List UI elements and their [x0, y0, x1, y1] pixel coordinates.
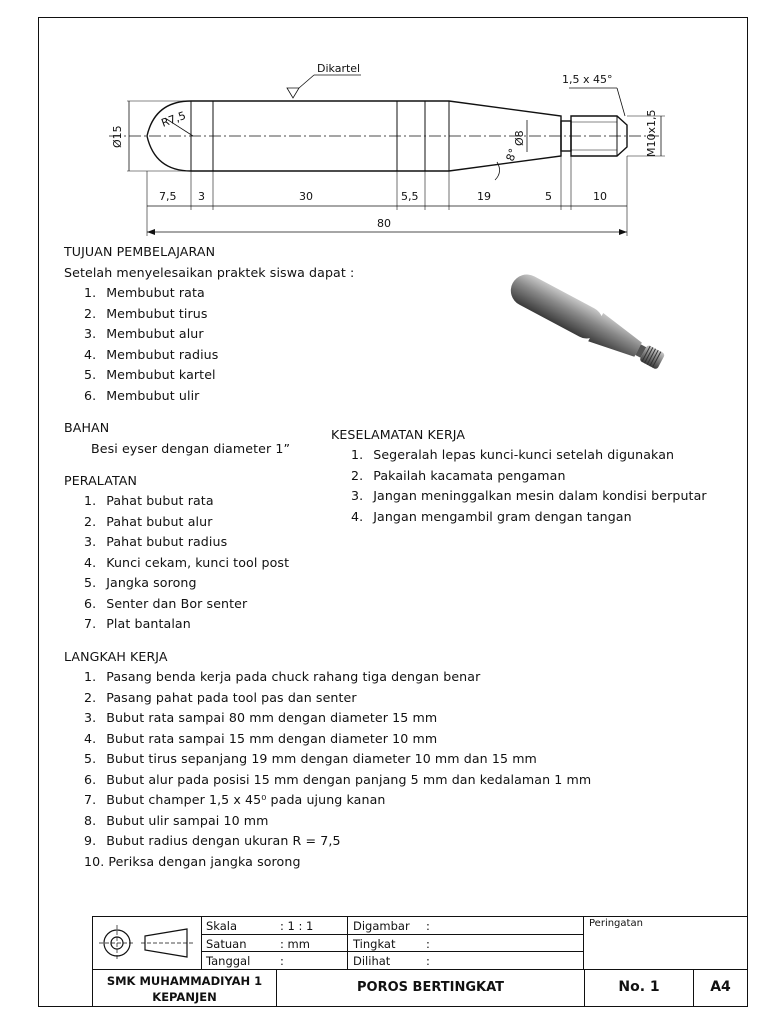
objectives-section: [64, 241, 354, 406]
list-item: 7. Plat bantalan: [84, 616, 191, 631]
list-item: 1. Pasang benda kerja pada chuck rahang tiga dengan benar: [84, 669, 481, 684]
dia-right-label: M10x1,5: [645, 109, 658, 157]
date-value: :: [280, 954, 284, 968]
drawing-number: No. 1: [618, 979, 660, 995]
list-item: 6. Bubut alur pada posisi 15 mm dengan panjang 5 mm dan kedalaman 1 mm: [84, 771, 592, 787]
date-label: Tanggal: [206, 954, 251, 968]
objectives-title: TUJUAN PEMBELAJARAN: [64, 244, 216, 259]
surface-label: Dikartel: [317, 62, 361, 75]
objectives-intro: Setelah menyelesaikan praktek siswa dapat :: [64, 265, 355, 280]
checked-value: :: [426, 954, 430, 968]
list-item: 1. Pahat bubut rata: [84, 493, 214, 508]
unit-value: : mm: [280, 937, 310, 951]
dim-label: 5,5: [401, 190, 419, 203]
shaft-3d-render: [495, 266, 675, 386]
list-item: 5. Jangka sorong: [84, 575, 197, 590]
steps-title: LANGKAH KERJA: [64, 649, 168, 664]
list-item: 6. Membubut ulir: [84, 387, 200, 403]
tools-list: [64, 491, 289, 635]
list-item: 3. Membubut alur: [84, 326, 204, 341]
checked-label: Dilihat: [353, 954, 391, 968]
school-name: SMK MUHAMMADIYAH 1: [106, 974, 263, 988]
drawn-value: :: [426, 919, 430, 933]
list-item: 2. Membubut tirus: [84, 305, 208, 321]
steps-list: [64, 667, 591, 872]
dim-label: 30: [299, 190, 313, 203]
technical-drawing: [99, 58, 679, 258]
list-item: 4. Jangan mengambil gram dengan tangan: [351, 508, 632, 524]
list-item: 2. Pasang pahat pada tool pas dan senter: [84, 689, 357, 705]
safety-list: [331, 445, 707, 527]
material-title: BAHAN: [64, 420, 110, 435]
objectives-list: [64, 283, 354, 406]
material-text: Besi eyser dengan diameter 1”: [91, 441, 291, 456]
unit-label: Satuan: [206, 937, 247, 951]
list-item: 4. Kunci cekam, kunci tool post: [84, 554, 290, 570]
dia-mid-label: Ø8: [513, 130, 526, 146]
scale-value: : 1 : 1: [280, 919, 314, 933]
list-item: 3. Jangan meninggalkan mesin dalam kondisi berputar: [351, 488, 707, 503]
safety-section: [331, 424, 707, 527]
grade-label: Tingkat: [353, 937, 396, 951]
list-item: 1. Segeralah lepas kunci-kunci setelah digunakan: [351, 447, 675, 462]
steps-section: [64, 646, 591, 872]
tools-section: [64, 470, 289, 635]
paper-size: A4: [710, 979, 731, 995]
dim-label: 3: [198, 190, 205, 203]
angle-label: 8°: [503, 146, 521, 164]
school-location: KEPANJEN: [152, 990, 217, 1004]
projection-symbol-icon: [93, 917, 201, 969]
warning-label: Peringatan: [589, 918, 643, 929]
list-item: 9. Bubut radius dengan ukuran R = 7,5: [84, 833, 341, 848]
chamfer-label: 1,5 x 45°: [562, 73, 613, 86]
dia-left-label: Ø15: [111, 125, 124, 148]
list-item: 6. Senter dan Bor senter: [84, 595, 248, 611]
list-item: 2. Pakailah kacamata pengaman: [351, 467, 566, 483]
list-item: 4. Membubut radius: [84, 346, 219, 362]
radius-label: R7,5: [159, 109, 188, 130]
dim-label: 19: [477, 190, 491, 203]
list-item: 7. Bubut champer 1,5 x 45⁰ pada ujung kanan: [84, 792, 386, 807]
list-item: 3. Pahat bubut radius: [84, 534, 228, 549]
total-length-label: 80: [377, 217, 391, 230]
dim-label: 5: [545, 190, 552, 203]
scale-label: Skala: [206, 919, 238, 933]
list-item: 3. Bubut rata sampai 80 mm dengan diameter 15 mm: [84, 710, 438, 725]
list-item: 5. Bubut tirus sepanjang 19 mm dengan diameter 10 mm dan 15 mm: [84, 751, 537, 766]
list-item: 8. Bubut ulir sampai 10 mm: [84, 812, 269, 828]
list-item: 1. Membubut rata: [84, 285, 205, 300]
safety-title: KESELAMATAN KERJA: [331, 427, 466, 442]
list-item: 5. Membubut kartel: [84, 367, 216, 382]
drawn-label: Digambar: [353, 919, 410, 933]
material-section: [64, 417, 290, 459]
tools-title: PERALATAN: [64, 473, 137, 488]
list-item: 2. Pahat bubut alur: [84, 513, 213, 529]
part-name: POROS BERTINGKAT: [357, 980, 504, 995]
grade-value: :: [426, 937, 430, 951]
dim-label: 7,5: [159, 190, 177, 203]
projection-cell: [92, 916, 202, 970]
list-item: 10. Periksa dengan jangka sorong: [84, 853, 301, 869]
dim-label: 10: [593, 190, 607, 203]
list-item: 4. Bubut rata sampai 15 mm dengan diameter 10 mm: [84, 730, 438, 746]
surface-symbol: [287, 88, 299, 98]
